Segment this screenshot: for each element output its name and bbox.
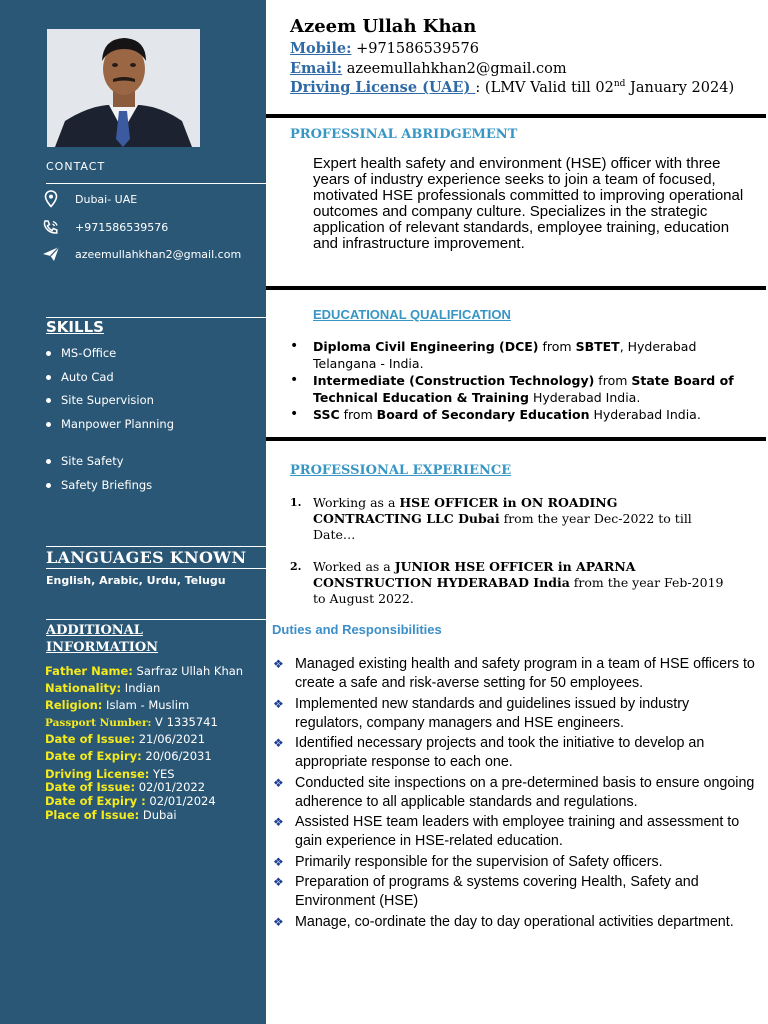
list-item: ❖ Assisted HSE team leaders with employee training and assessment to gain experience in HSE-related education. (273, 814, 740, 849)
bullet-dot-icon (46, 459, 51, 464)
languages-text: English, Arabic, Urdu, Telugu (46, 574, 226, 587)
skills-heading: SKILLS (46, 318, 104, 336)
diamond-bullet-icon: ❖ (273, 815, 284, 829)
education-list (288, 338, 758, 423)
person-name: Azeem Ullah Khan (290, 16, 477, 37)
list-item: ❖ Identified necessary projects and took the initiative to develop an appropriate response to each one. (273, 735, 705, 770)
diamond-bullet-icon: ❖ (273, 854, 284, 869)
bullet-dot-icon (46, 375, 51, 380)
list-item: MS-Office (46, 342, 174, 366)
list-item: ❖ Implemented new standards and guidelines issued by industry regulators, company managers and HSE engineers. (273, 695, 690, 731)
abridgement-text: Expert health safety and environment (HSE) officer with three years of industry experience seeks to join a team of focused, motivated HSE professionals committed to improving operational outcomes and company culture. Specializes in the strategic application of relevant standards, employee training, education and infrastructure improvement. (313, 155, 744, 252)
education-heading: EDUCATIONAL QUALIFICATION (313, 307, 511, 322)
sidebar (0, 0, 266, 1024)
info-license-issue: Date of Issue: 02/01/2022 (45, 780, 206, 794)
skills-list (46, 450, 152, 497)
list-item: • Intermediate (Construction Technology) from State Board of Technical Education & Training Hyderabad India. (290, 372, 734, 405)
bullet-dot-icon (46, 351, 51, 356)
info-nationality: Nationality: Indian (45, 681, 161, 695)
bullet-dot-icon (46, 398, 51, 403)
list-item: ❖ Managed existing health and safety program in a team of HSE officers to create a safe and risk-averse setting for 50 employees. (273, 656, 755, 691)
list-item: ❖ Primarily responsible for the supervision of Safety officers. (273, 853, 663, 870)
list-item: • Diploma Civil Engineering (DCE) from SBTET, Hyderabad Telangana - India. (290, 338, 697, 371)
bullet-dot-icon: • (290, 406, 299, 422)
diamond-bullet-icon: ❖ (273, 736, 284, 750)
experience-heading: PROFESSIONAL EXPERIENCE (290, 463, 512, 478)
additional-info-heading: ADDITIONAL INFORMATION (46, 623, 159, 655)
list-item: • SSC from Board of Secondary Education Hyderabad India. (290, 406, 701, 422)
abridgement-heading: PROFESSINAL ABRIDGEMENT (290, 127, 518, 142)
skills-list (46, 342, 174, 436)
location-pin-icon (40, 190, 62, 208)
list-item: Auto Cad (46, 366, 174, 390)
info-passport: Passport Number: V 1335741 (45, 715, 218, 729)
list-item: Manpower Planning (46, 413, 174, 437)
section-rule (266, 286, 766, 290)
duties-list (272, 655, 758, 933)
bullet-dot-icon: • (290, 372, 299, 388)
contact-email[interactable] (40, 245, 241, 263)
bullet-dot-icon: • (290, 338, 299, 354)
duties-heading: Duties and Responsibilities (272, 622, 442, 637)
email-row[interactable]: Email: azeemullahkhan2@gmail.com (290, 60, 567, 77)
list-item: Site Supervision (46, 389, 174, 413)
list-item: ❖ Manage, co-ordinate the day to day operational activities department. (273, 913, 734, 930)
contact-location (40, 190, 137, 208)
profile-photo (47, 29, 200, 147)
info-father-name: Father Name: Sarfraz Ullah Khan (45, 664, 244, 678)
email-text: azeemullahkhan2@gmail.com (75, 247, 242, 261)
license-row: Driving License (UAE) : (LMV Valid till 02nd January 2024) (290, 79, 735, 96)
main-content (266, 0, 768, 1024)
mobile-row: Mobile: +971586539576 (290, 40, 479, 57)
info-passport-expiry: Date of Expiry: 20/06/2031 (45, 749, 212, 763)
section-rule (266, 114, 766, 118)
phone-text: +971586539576 (75, 220, 169, 234)
diamond-bullet-icon: ❖ (273, 914, 284, 929)
list-item: Site Safety (46, 450, 152, 474)
diamond-bullet-icon: ❖ (273, 696, 284, 711)
experience-item: 1. Working as a HSE OFFICER in ON ROADING CONTRACTING LLC Dubai from the year Dec-2022 to till Date… (290, 495, 692, 542)
send-icon (40, 245, 62, 263)
bullet-dot-icon (46, 483, 51, 488)
info-license-expiry: Date of Expiry : 02/01/2024 (45, 794, 216, 808)
divider (46, 546, 266, 547)
info-passport-issue: Date of Issue: 21/06/2021 (45, 732, 206, 746)
languages-heading: LANGUAGES KNOWN (46, 548, 247, 567)
diamond-bullet-icon: ❖ (273, 657, 284, 671)
info-place-of-issue: Place of Issue: Dubai (45, 808, 177, 822)
info-religion: Religion: Islam - Muslim (45, 698, 190, 712)
divider (46, 619, 266, 620)
divider (46, 568, 266, 569)
divider (46, 183, 266, 184)
diamond-bullet-icon: ❖ (273, 775, 284, 790)
section-rule (266, 437, 766, 441)
experience-item: 2. Worked as a JUNIOR HSE OFFICER in APARNA CONSTRUCTION HYDERABAD India from the year Feb-2019 to August 2022. (290, 559, 724, 606)
list-item: Safety Briefings (46, 474, 152, 498)
contact-phone[interactable] (40, 218, 168, 236)
location-text: Dubai- UAE (75, 192, 138, 206)
info-driving-license: Driving License: YES (45, 767, 175, 781)
contact-heading: CONTACT (46, 160, 106, 173)
diamond-bullet-icon: ❖ (273, 875, 284, 889)
phone-icon (40, 218, 62, 236)
list-item: ❖ Conducted site inspections on a pre-determined basis to ensure ongoing adherence to all applicable standards and regulations. (273, 774, 755, 810)
bullet-dot-icon (46, 422, 51, 427)
list-item: ❖ Preparation of programs & systems covering Health, Safety and Environment (HSE) (273, 874, 699, 909)
